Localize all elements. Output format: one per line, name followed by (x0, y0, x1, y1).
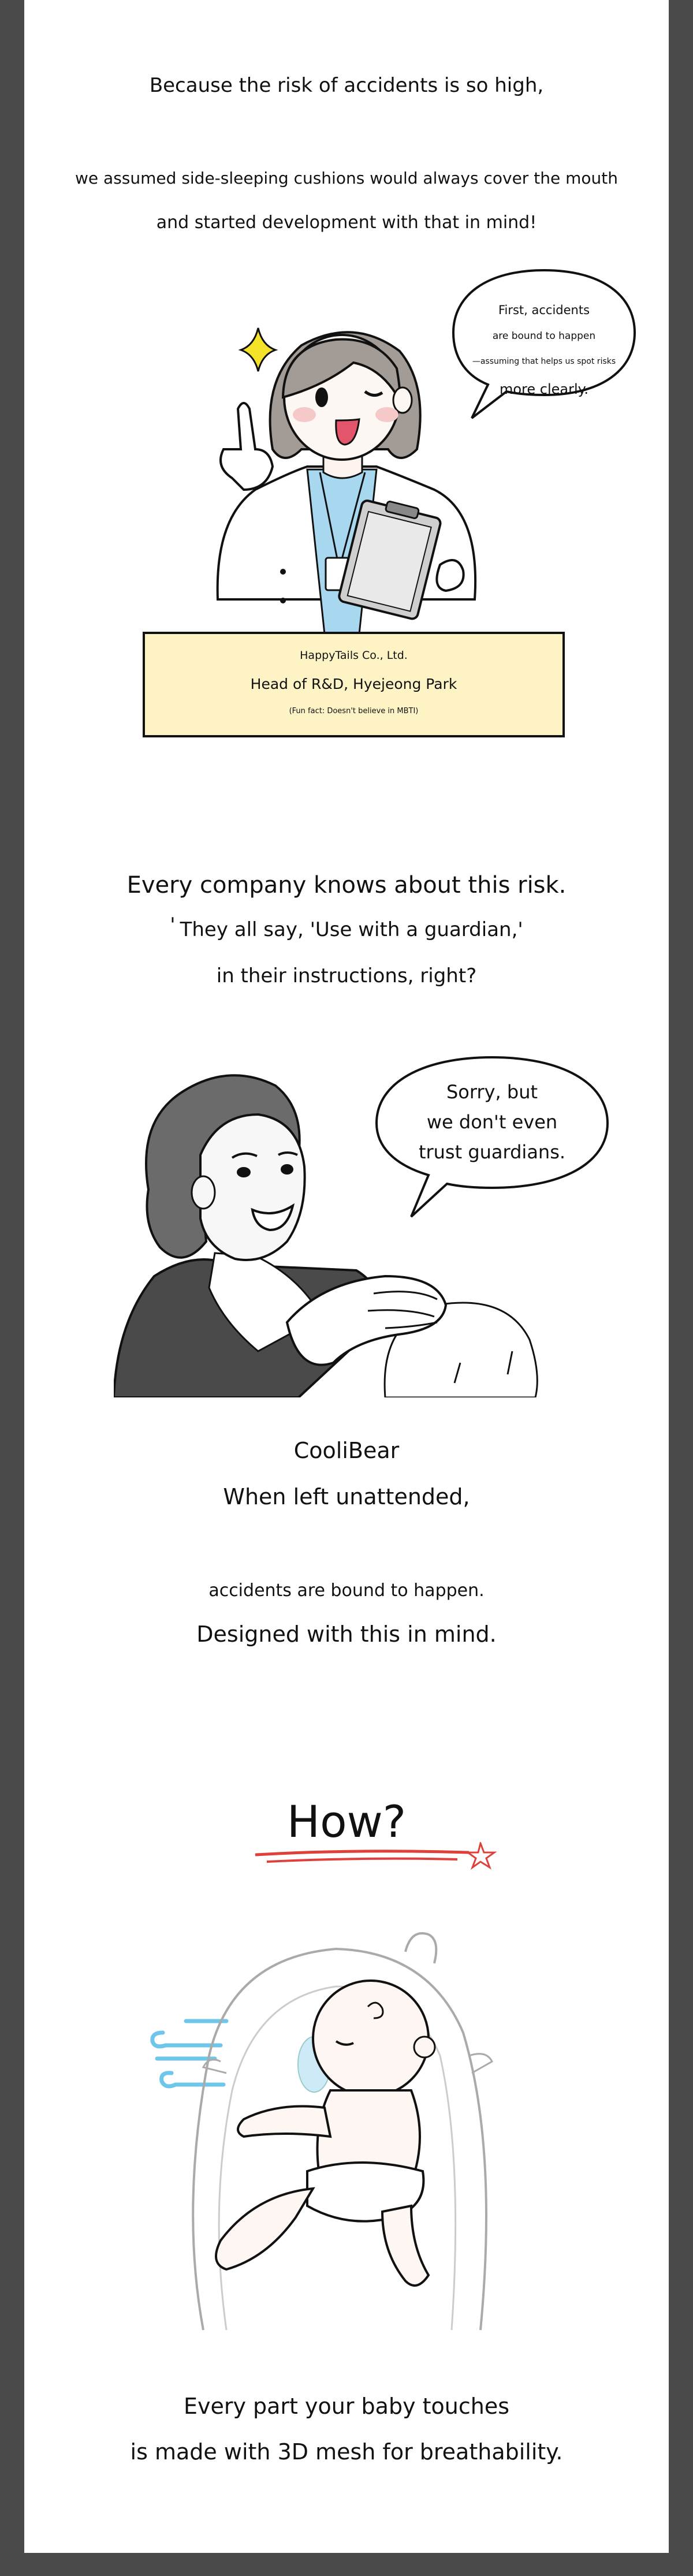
nameplate-role: Head of R&D, Hyejeong Park (250, 676, 457, 692)
heading-underline-decoration (249, 1842, 509, 1877)
accidents-line: accidents are bound to happen. (208, 1580, 485, 1601)
nameplate-company: HappyTails Co., Ltd. (300, 649, 408, 662)
nameplate (143, 632, 565, 737)
bubble-1-line-4: more clearly. (499, 381, 589, 397)
brand-name: CooliBear (293, 1438, 400, 1463)
bubble-1-line-3: —assuming that helps us spot risks (472, 357, 616, 366)
quote-mark: ' (170, 914, 176, 937)
unattended-line: When left unattended, (223, 1484, 470, 1509)
intro-line-2: we assumed side-sleeping cushions would always cover the mouth (75, 169, 618, 188)
instructions-line: in their instructions, right? (216, 964, 477, 987)
bubble-2-line-1: Sorry, but (446, 1081, 538, 1103)
speech-bubble-1 (449, 267, 639, 423)
page-content (24, 0, 669, 2553)
bubble-2-line-2: we don't even (426, 1111, 558, 1133)
mesh-line-1: Every part your baby touches (183, 2394, 510, 2419)
mesh-line-2: is made with 3D mesh for breathability. (130, 2439, 563, 2465)
intro-line-1: Because the risk of accidents is so high, (149, 74, 544, 97)
baby-cushion-illustration (140, 1917, 556, 2339)
guardian-line (24, 914, 669, 941)
intro-line-3: and started development with that in mind! (156, 213, 537, 233)
guardian-text: They all say, 'Use with a guardian,' (180, 918, 523, 941)
bubble-1-line-2: are bound to happen (492, 330, 596, 342)
bubble-1-line-1: First, accidents (498, 303, 590, 317)
bubble-2-line-3: trust guardians. (418, 1141, 566, 1163)
speech-bubble-2 (371, 1054, 613, 1221)
risk-heading: Every company knows about this risk. (126, 872, 567, 899)
designed-line: Designed with this in mind. (196, 1621, 497, 1647)
nameplate-note: (Fun fact: Doesn't believe in MBTI) (289, 707, 419, 715)
how-heading: How? (286, 1796, 407, 1847)
